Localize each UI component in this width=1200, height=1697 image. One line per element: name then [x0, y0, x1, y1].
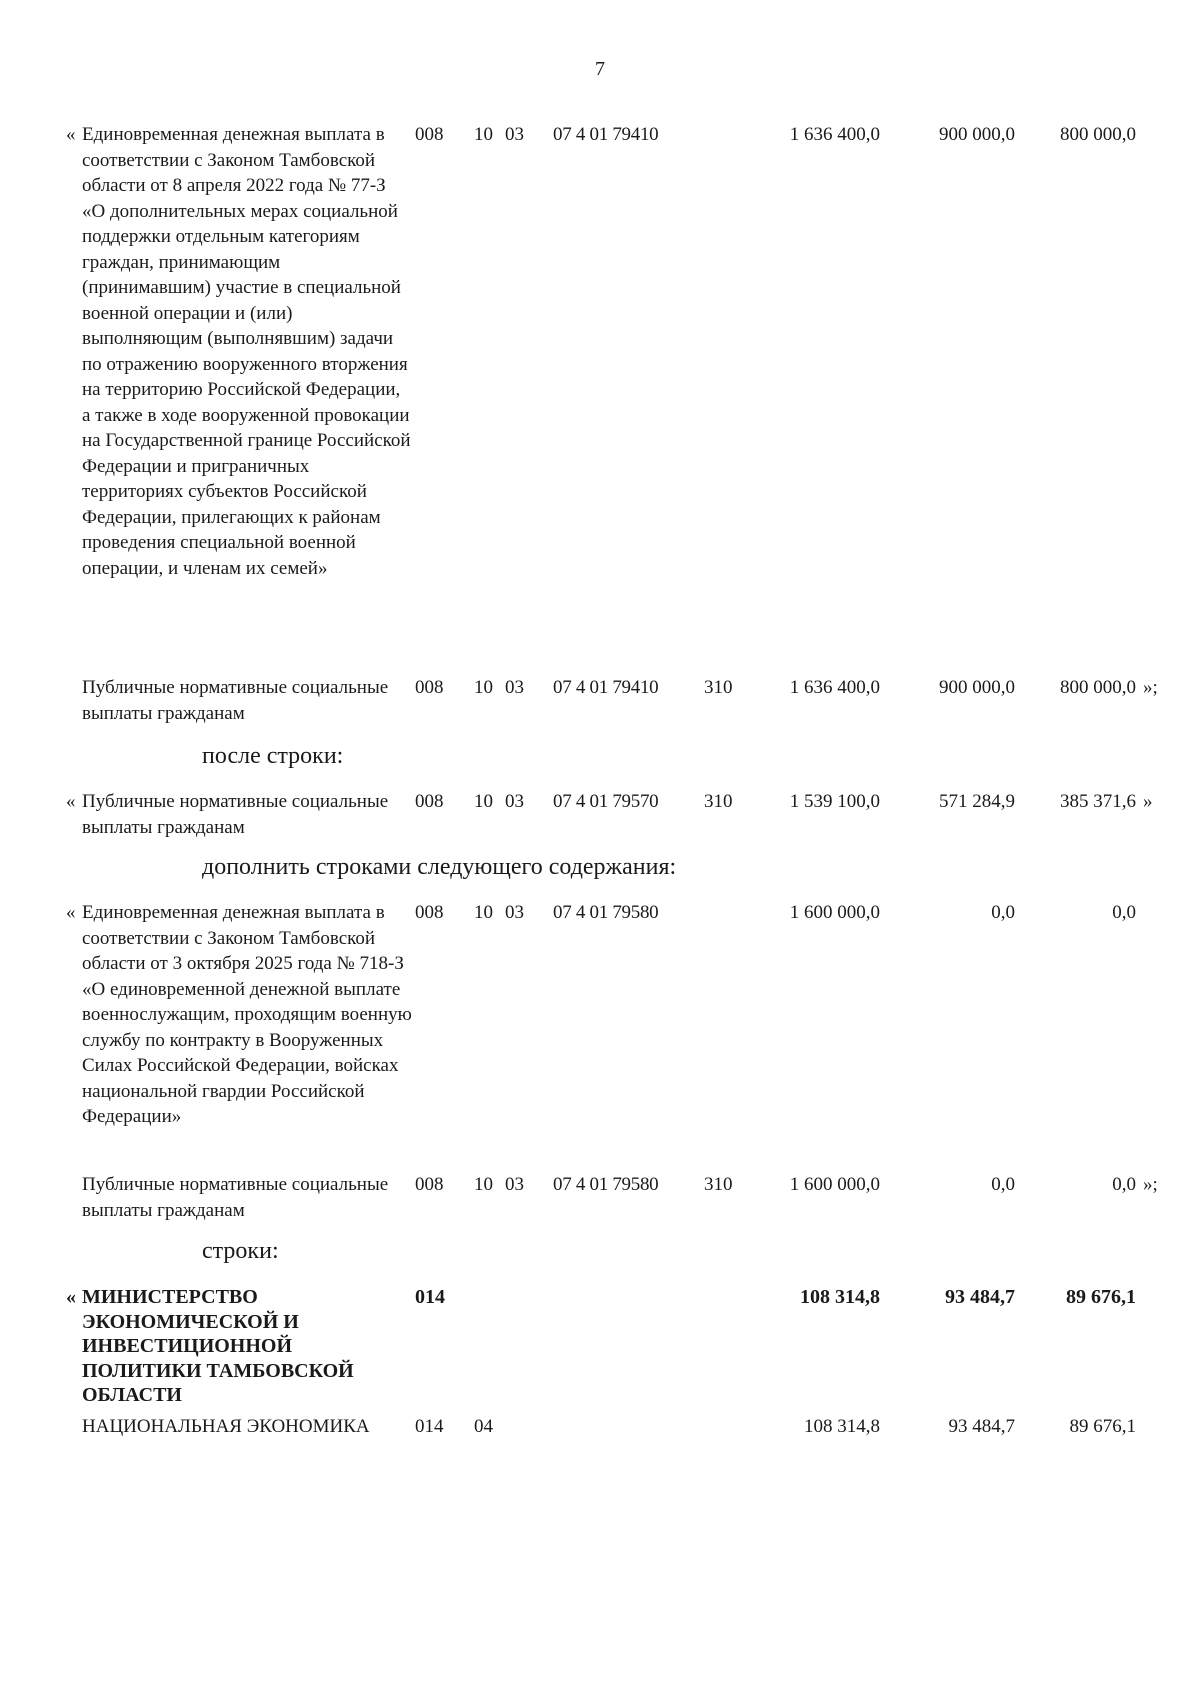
section-code: 10: [474, 124, 493, 145]
amount-year-2: 93 484,7: [948, 1416, 1015, 1437]
opening-quote: «: [66, 902, 76, 923]
amount-year-2: 93 484,7: [945, 1286, 1015, 1308]
ministry-code: 008: [415, 677, 444, 698]
target-article-code: 07 4 01 79410: [553, 124, 659, 145]
amount-year-2: 0,0: [991, 902, 1015, 923]
ministry-code: 008: [415, 1174, 444, 1195]
amount-year-3: 89 676,1: [1069, 1416, 1136, 1437]
row-name: Единовременная денежная выплата в соответствии с Законом Тамбовской области от 8 апреля 2022 года № 77-З «О дополнительных мерах социальной поддержки отдельным категориям граждан, принимающим (принимавшим) участие в специальной военной операции и (или) выполняющим (выполнявшим) задачи по отражению вооруженного вторжения на территорию Российской Федерации, а также в ходе вооруженной провокации на Государственной границе Российской Федерации и приграничных территориях субъектов Российской Федерации, прилегающих к районам проведения специальной военной операции, и членам их семей»: [82, 124, 411, 579]
amount-year-1: 1 600 000,0: [789, 1174, 880, 1195]
subsection-code: 03: [505, 677, 524, 698]
ministry-code: 008: [415, 791, 444, 812]
target-article-code: 07 4 01 79410: [553, 677, 659, 698]
amount-year-3: 0,0: [1112, 902, 1136, 923]
row-name: Публичные нормативные социальные выплаты гражданам: [82, 791, 389, 838]
target-article-code: 07 4 01 79570: [553, 791, 659, 812]
section-code: 10: [474, 791, 493, 812]
ministry-code: 008: [415, 902, 444, 923]
instruction-after-line: после строки:: [202, 743, 344, 769]
amount-year-2: 571 284,9: [939, 791, 1015, 812]
amount-year-2: 0,0: [991, 1174, 1015, 1195]
opening-quote: «: [66, 1286, 76, 1308]
instruction-add-lines: дополнить строками следующего содержания:: [202, 854, 677, 880]
target-article-code: 07 4 01 79580: [553, 902, 659, 923]
section-code: 10: [474, 902, 493, 923]
expense-type-code: 310: [704, 1174, 733, 1195]
ministry-code: 014: [415, 1286, 445, 1308]
amount-year-1: 108 314,8: [804, 1416, 880, 1437]
target-article-code: 07 4 01 79580: [553, 1174, 659, 1195]
row-name: МИНИСТЕРСТВО ЭКОНОМИЧЕСКОЙ И ИНВЕСТИЦИОННОЙ ПОЛИТИКИ ТАМБОВСКОЙ ОБЛАСТИ: [82, 1286, 354, 1406]
amount-year-1: 1 539 100,0: [789, 791, 880, 812]
ministry-code: 008: [415, 124, 444, 145]
amount-year-2: 900 000,0: [939, 124, 1015, 145]
amount-year-3: 0,0: [1112, 1174, 1136, 1195]
subsection-code: 03: [505, 791, 524, 812]
section-code: 10: [474, 1174, 493, 1195]
amount-year-3: 89 676,1: [1066, 1286, 1136, 1308]
amount-year-1: 1 600 000,0: [789, 902, 880, 923]
opening-quote: «: [66, 124, 76, 145]
row-name: НАЦИОНАЛЬНАЯ ЭКОНОМИКА: [82, 1416, 370, 1437]
opening-quote: «: [66, 791, 76, 812]
section-code: 10: [474, 677, 493, 698]
row-name: Публичные нормативные социальные выплаты гражданам: [82, 1174, 389, 1221]
amount-year-2: 900 000,0: [939, 677, 1015, 698]
amount-year-3: 385 371,6: [1060, 791, 1136, 812]
amount-year-1: 108 314,8: [800, 1286, 880, 1308]
subsection-code: 03: [505, 902, 524, 923]
amount-year-1: 1 636 400,0: [789, 124, 880, 145]
instruction-lines: строки:: [202, 1238, 279, 1264]
row-name: Публичные нормативные социальные выплаты гражданам: [82, 677, 389, 724]
amount-year-3: 800 000,0: [1060, 124, 1136, 145]
amount-year-3: 800 000,0: [1060, 677, 1136, 698]
subsection-code: 03: [505, 1174, 524, 1195]
expense-type-code: 310: [704, 791, 733, 812]
amount-year-1: 1 636 400,0: [789, 677, 880, 698]
expense-type-code: 310: [704, 677, 733, 698]
page-number: 7: [595, 58, 605, 80]
closing-quote: »;: [1143, 1174, 1158, 1195]
row-name: Единовременная денежная выплата в соответствии с Законом Тамбовской области от 3 октября 2025 года № 718-З «О единовременной денежной выплате военнослужащим, проходящим военную службу по контракту в Вооруженных Силах Российской Федерации, войсках национальной гвардии Российской Федерации»: [82, 902, 412, 1127]
section-code: 04: [474, 1416, 493, 1437]
subsection-code: 03: [505, 124, 524, 145]
closing-quote: »: [1143, 791, 1153, 812]
ministry-code: 014: [415, 1416, 444, 1437]
closing-quote: »;: [1143, 677, 1158, 698]
